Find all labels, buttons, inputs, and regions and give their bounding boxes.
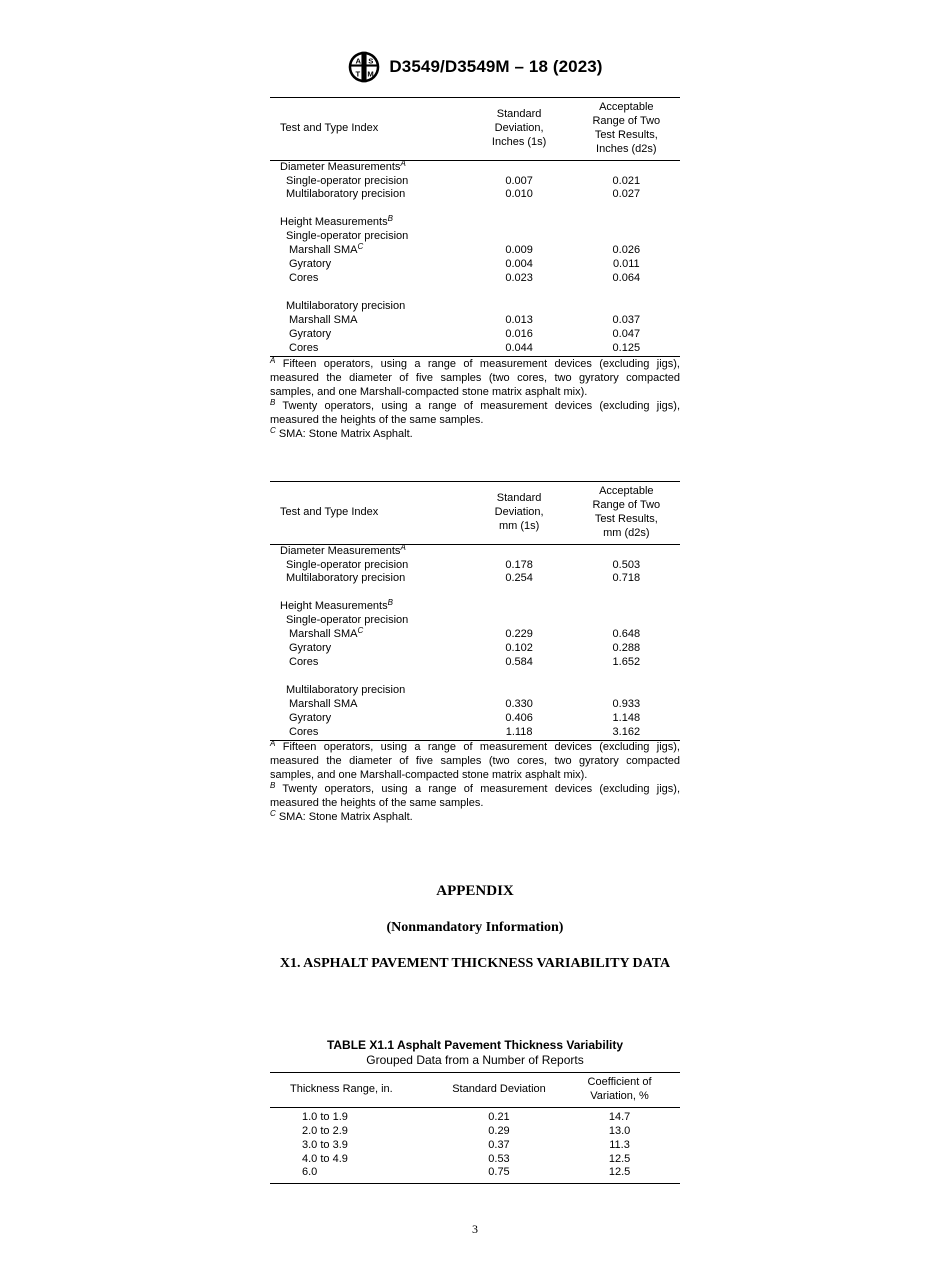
table-row: Height Measurements$^B$	[280, 214, 393, 229]
table-row: 1.0 to 1.9 0.21 14.7	[302, 1110, 631, 1123]
svg-text:M: M	[367, 69, 375, 79]
table-row: Single-operator precision 0.007 0.021	[286, 174, 641, 187]
table-row: Marshall $SMA^C$ 0.009 0.026	[289, 242, 641, 257]
table-row: Cores 1.118 3.162	[270, 726, 680, 740]
spacer-row	[270, 670, 680, 684]
footnote-a: $^A$ Fifteen operators, using a range of measurement devices (excluding jigs), measured the diameter of five samples (two cores, two gyratory compacted samples, and one Marshall-compacted stone matrix asphalt mix).	[270, 356, 680, 398]
table-row: Single-operator precision 0.178 0.503	[286, 558, 641, 571]
col-header-range: Acceptable Range of Two Test Results, Inches (d2s)	[592, 101, 661, 155]
table-row: Multilaboratory precision 0.254 0.718	[286, 572, 641, 585]
table-row: Multilaboratory precision	[286, 683, 406, 696]
table-row: Gyratory 0.406 1.148	[289, 711, 641, 724]
col-header-test: Test and Type Index	[280, 121, 379, 134]
table-row: 3.0 to 3.9 0.37 11.3	[302, 1138, 630, 1151]
document-title: D3549/D3549M – 18 (2023)	[389, 57, 603, 76]
appendix-subtitle: (Nonmandatory Information)	[386, 920, 564, 935]
table-row: 2.0 to 2.9 0.29 13.0	[302, 1124, 631, 1137]
footnote-a: $^A$ Fifteen operators, using a range of measurement devices (excluding jigs), measured the diameter of five samples (two cores, two gyratory compacted samples, and one Marshall-compacted stone matrix asphalt mix).	[270, 739, 680, 781]
table-row: Multilaboratory precision	[286, 299, 406, 312]
table-row: Cores 0.044 0.125	[270, 342, 680, 356]
footnote-b: $^B$ Twenty operators, using a range of measurement devices (excluding jigs), measured the heights of the same samples.	[270, 397, 680, 426]
table-header-row	[270, 98, 680, 161]
col-header-sd: Standard Deviation	[452, 1082, 546, 1095]
svg-text:A: A	[355, 56, 362, 66]
col-header-test: Test and Type Index	[280, 505, 379, 518]
col-header-sd: Standard Deviation, mm (1s)	[494, 491, 544, 532]
table-row: Marshall SMA 0.330 0.933	[289, 697, 641, 710]
astm-logo-icon	[347, 50, 381, 84]
table-row: Height Measurements$^B$	[280, 598, 393, 613]
table-row: Single-operator precision	[286, 230, 409, 243]
svg-text:T: T	[355, 69, 361, 79]
col-header-range: Acceptable Range of Two Test Results, mm (d2s)	[592, 485, 661, 539]
table-header-row	[270, 1073, 680, 1108]
page-number: 3	[472, 1222, 478, 1236]
footnotes-mm	[270, 741, 680, 824]
table-caption: TABLE X1.1 Asphalt Pavement Thickness Variability	[326, 1038, 624, 1052]
footnote-c: $^C$ SMA: Stone Matrix Asphalt.	[270, 808, 413, 823]
table-row: Marshall $SMA^C$ 0.229 0.648	[289, 626, 641, 641]
col-header-sd: Standard Deviation, Inches (1s)	[491, 107, 547, 148]
table-row: Gyratory 0.102 0.288	[289, 642, 641, 655]
col-header-thickness: Thickness Range, in.	[290, 1082, 393, 1095]
table-row: Diameter Measurements$^A$	[280, 158, 406, 173]
thickness-variability-table	[270, 1072, 680, 1184]
appendix-section-heading: X1. ASPHALT PAVEMENT THICKNESS VARIABILITY DATA	[279, 956, 671, 971]
footnote-c: $^C$ SMA: Stone Matrix Asphalt.	[270, 425, 413, 440]
table-row: Single-operator precision	[286, 614, 409, 627]
precision-table-mm	[270, 481, 680, 741]
spacer-row	[270, 286, 680, 300]
table-subcaption: Grouped Data from a Number of Reports	[366, 1053, 584, 1067]
svg-text:S: S	[368, 56, 374, 66]
table-row: Marshall SMA 0.013 0.037	[289, 313, 641, 326]
table-row: Gyratory 0.004 0.011	[289, 258, 640, 271]
page-header	[0, 50, 950, 89]
footnote-b: $^B$ Twenty operators, using a range of measurement devices (excluding jigs), measured the heights of the same samples.	[270, 780, 680, 809]
appendix-title: APPENDIX	[436, 883, 514, 899]
table-row: Gyratory 0.016 0.047	[289, 327, 641, 340]
footnotes-inches	[270, 358, 680, 441]
spacer-row	[270, 586, 680, 600]
table-row: Cores 0.023 0.064	[289, 271, 641, 284]
precision-table-inches	[270, 97, 680, 357]
table-header-row	[270, 482, 680, 545]
table-row: 4.0 to 4.9 0.53 12.5	[302, 1152, 631, 1165]
table-row: Multilaboratory precision 0.010 0.027	[286, 188, 641, 201]
table-row: 6.0 0.75 12.5	[270, 1166, 680, 1183]
table-row: Diameter Measurements$^A$	[280, 542, 406, 557]
col-header-cov: Coefficient of Variation, %	[587, 1076, 652, 1102]
table-row: Cores 0.584 1.652	[289, 655, 641, 668]
spacer-row	[270, 202, 680, 216]
